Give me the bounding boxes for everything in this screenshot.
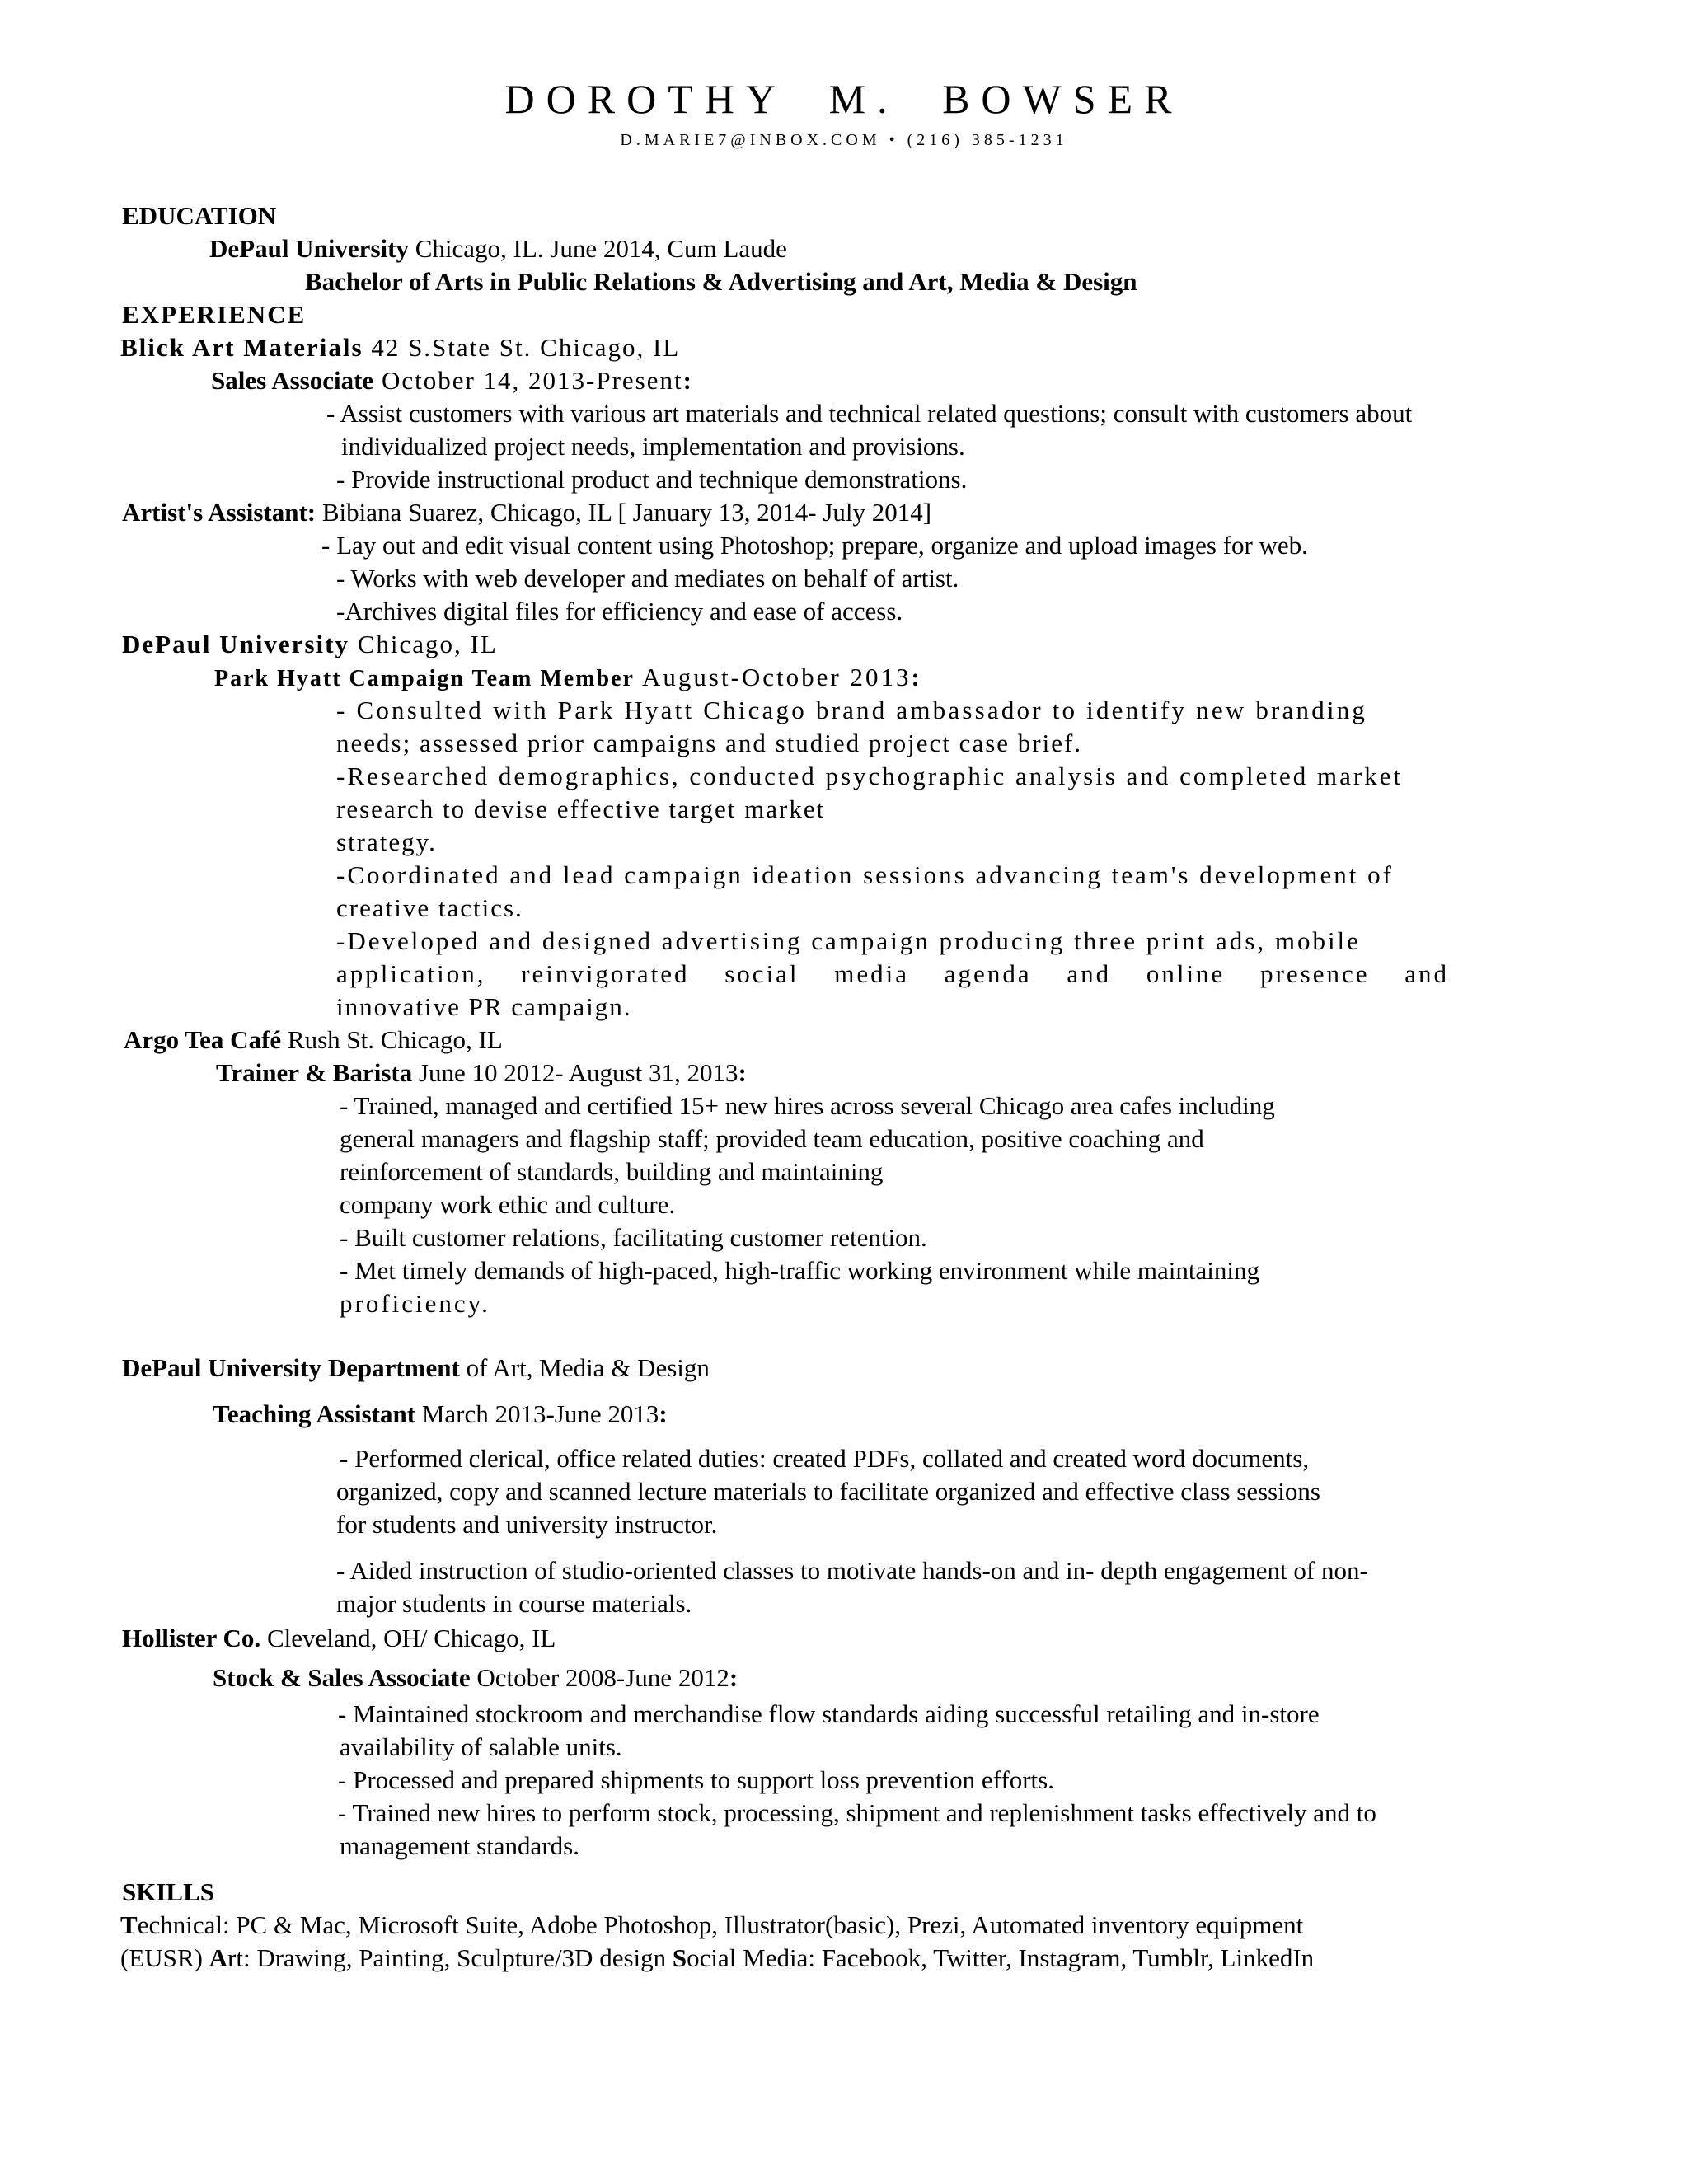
argo-title: Trainer & Barista	[216, 1058, 413, 1087]
education-degree: Bachelor of Arts in Public Relations & Advertising and Art, Media & Design	[305, 267, 1137, 296]
hollister-bullet: - Trained new hires to perform stock, processing, shipment and replenishment tasks effectively and to	[338, 1798, 1376, 1827]
hyatt-bullet: strategy.	[336, 827, 437, 856]
hyatt-bullet: - Consulted with Park Hyatt Chicago brand ambassador to identify new branding	[336, 696, 1368, 724]
hyatt-bullet: needs; assessed prior campaigns and studied project case brief.	[336, 729, 1083, 757]
dept-employer: DePaul University Department	[122, 1353, 460, 1382]
hollister-bullet: - Maintained stockroom and merchandise flow standards aiding successful retailing and in-store	[338, 1699, 1320, 1728]
hyatt-bullet: -Developed and designed advertising campaign producing three print ads, mobile	[336, 926, 1361, 955]
hyatt-title-line: Park Hyatt Campaign Team Member August-October 2013:	[214, 663, 921, 691]
contact-info: D.MARIE7@INBOX.COM • (216) 385-1231	[620, 131, 1068, 149]
hollister-bullet: - Processed and prepared shipments to support loss prevention efforts.	[338, 1765, 1054, 1794]
argo-bullet: - Trained, managed and certified 15+ new hires across several Chicago area cafes including	[340, 1091, 1275, 1120]
hyatt-bullet: creative tactics.	[336, 893, 523, 922]
hollister-dates: October 2008-June 2012	[470, 1663, 729, 1692]
hollister-bullet: management standards.	[340, 1831, 579, 1860]
artist-bullet: -Archives digital files for efficiency and ease of access.	[336, 597, 903, 626]
experience-heading: EXPERIENCE	[122, 300, 307, 329]
dept-bullet: - Aided instruction of studio-oriented classes to motivate hands-on and in- depth engagement of non-	[336, 1556, 1368, 1585]
argo-bullet: - Built customer relations, facilitating customer retention.	[340, 1223, 927, 1252]
hyatt-bullet: application, reinvigorated social media agenda and online presence and	[336, 959, 1449, 988]
artist-details: Bibiana Suarez, Chicago, IL [ January 13, 2014- July 2014]	[316, 498, 932, 527]
hollister-employer-line	[122, 1622, 556, 1655]
argo-employer: Argo Tea Café	[124, 1025, 282, 1054]
blick-employer-line	[120, 331, 680, 364]
argo-bullet: company work ethic and culture.	[340, 1190, 676, 1219]
hyatt-employer: DePaul University	[122, 630, 349, 658]
argo-bullet: proficiency.	[340, 1289, 490, 1318]
dept-dates: March 2013-June 2013	[415, 1399, 659, 1428]
dept-bullet: organized, copy and scanned lecture materials to facilitate organized and effective class sessions	[336, 1477, 1320, 1506]
hyatt-title: Park Hyatt Campaign Team Member	[214, 666, 635, 691]
argo-location: Rush St. Chicago, IL	[281, 1025, 503, 1054]
education-school-line	[209, 232, 787, 265]
blick-location: 42 S.State St. Chicago, IL	[363, 333, 681, 362]
artist-bullet: - Lay out and edit visual content using Photoshop; prepare, organize and upload images for web.	[321, 531, 1308, 560]
hyatt-employer-line	[122, 628, 498, 661]
dept-location: of Art, Media & Design	[459, 1353, 710, 1382]
blick-bullet: - Assist customers with various art materials and technical related questions; consult with customers about	[326, 399, 1413, 428]
blick-title: Sales Associate	[211, 366, 374, 395]
dept-title-line: Teaching Assistant March 2013-June 2013:	[213, 1399, 668, 1428]
hollister-bullet: availability of salable units.	[340, 1732, 622, 1761]
argo-title-line: Trainer & Barista June 10 2012- August 31, 2013:	[216, 1058, 747, 1087]
argo-dates: June 10 2012- August 31, 2013	[412, 1058, 738, 1087]
hollister-employer: Hollister Co.	[122, 1624, 261, 1652]
blick-bullet: individualized project needs, implementation and provisions.	[341, 432, 965, 461]
artist-bullet: - Works with web developer and mediates on behalf of artist.	[336, 564, 959, 593]
dept-bullet: - Performed clerical, office related duties: created PDFs, collated and created word documents,	[340, 1444, 1310, 1473]
education-school: DePaul University	[209, 234, 409, 263]
hollister-title-line: Stock & Sales Associate October 2008-June 2012:	[213, 1663, 738, 1692]
education-school-details: Chicago, IL. June 2014, Cum Laude	[408, 234, 787, 263]
hyatt-bullet: -Researched demographics, conducted psychographic analysis and completed market	[336, 762, 1404, 790]
argo-bullet: - Met timely demands of high-paced, high-traffic working environment while maintaining	[340, 1256, 1259, 1285]
hyatt-bullet: research to devise effective target market	[336, 794, 826, 823]
blick-dates: October 14, 2013-Present	[373, 366, 683, 395]
argo-bullet: general managers and flagship staff; provided team education, positive coaching and	[340, 1124, 1204, 1153]
candidate-name: DOROTHY M. BOWSER	[504, 76, 1184, 122]
dept-bullet: for students and university instructor.	[336, 1510, 718, 1539]
artist-title: Artist's Assistant:	[122, 498, 316, 527]
blick-bullet: - Provide instructional product and technique demonstrations.	[336, 465, 968, 494]
skills-art-social: (EUSR) Art: Drawing, Painting, Sculpture/3D design Social Media: Facebook, Twitter, Instagram, Tumblr, LinkedIn	[120, 1943, 1315, 1972]
dept-title: Teaching Assistant	[213, 1399, 416, 1428]
argo-employer-line	[124, 1024, 503, 1057]
hyatt-bullet: -Coordinated and lead campaign ideation sessions advancing team's development of	[336, 860, 1394, 889]
hyatt-dates: August-October 2013	[634, 663, 912, 691]
hyatt-bullet: innovative PR campaign.	[336, 992, 632, 1021]
argo-bullet: reinforcement of standards, building and maintaining	[340, 1157, 884, 1186]
education-heading: EDUCATION	[122, 201, 277, 230]
blick-employer: Blick Art Materials	[120, 333, 363, 362]
skills-technical: Technical: PC & Mac, Microsoft Suite, Adobe Photoshop, Illustrator(basic), Prezi, Automated inventory equipment	[120, 1910, 1304, 1939]
hollister-title: Stock & Sales Associate	[213, 1663, 471, 1692]
hyatt-location: Chicago, IL	[349, 630, 498, 658]
dept-employer-line	[122, 1352, 710, 1385]
blick-title-line: Sales Associate October 14, 2013-Present:	[211, 366, 692, 395]
dept-bullet: major students in course materials.	[336, 1589, 692, 1618]
artist-title-line	[122, 496, 931, 529]
skills-heading: SKILLS	[122, 1877, 215, 1906]
hollister-location: Cleveland, OH/ Chicago, IL	[260, 1624, 556, 1652]
